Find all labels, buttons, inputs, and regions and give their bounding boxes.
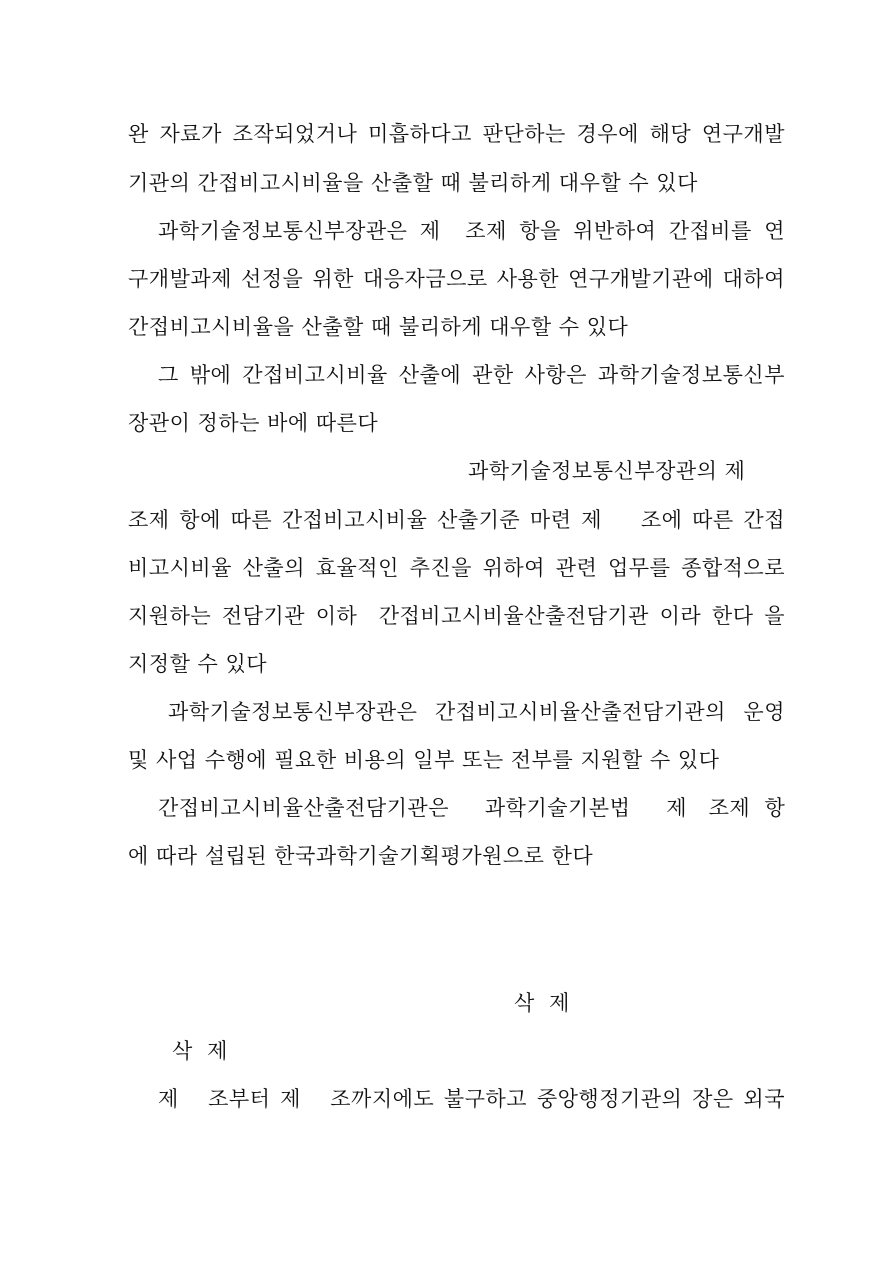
text-line: 지정할 수 있다 — [128, 652, 268, 676]
deleted-heading: 삭 제 — [514, 991, 570, 1015]
text-line: 및 사업 수행에 필요한 비용의 일부 또는 전부를 지원할 수 있다 — [128, 748, 720, 772]
text-line: 과학기술정보통신부장관은 간접비고시비율산출전담기관의 운영 — [168, 700, 785, 724]
text-line: 장관이 정하는 바에 따른다 — [128, 411, 379, 435]
text-line: 조제 항에 따른 간접비고시비율 산출기준 마련 제 조에 따른 간접 — [128, 508, 785, 532]
text-line: 그 밖에 간접비고시비율 산출에 관한 사항은 과학기술정보통신부 — [158, 363, 785, 387]
text-line: 제 조부터 제 조까지에도 불구하고 중앙행정기관의 장은 외국 — [158, 1087, 785, 1111]
text-line: 간접비고시비율산출전담기관은 과학기술기본법 제 조제 항 — [158, 796, 786, 820]
text-line: 간접비고시비율을 산출할 때 불리하게 대우할 수 있다 — [128, 315, 629, 339]
text-line: 완 자료가 조작되었거나 미흡하다고 판단하는 경우에 해당 연구개발 — [128, 122, 785, 146]
text-line: 과학기술정보통신부장관의 제 — [468, 459, 746, 483]
text-line: 과학기술정보통신부장관은 제 조제 항을 위반하여 간접비를 연 — [158, 219, 785, 243]
text-line: 구개발과제 선정을 위한 대응자금으로 사용한 연구개발기관에 대하여 — [128, 267, 785, 291]
text-line: 기관의 간접비고시비율을 산출할 때 불리하게 대우할 수 있다 — [128, 171, 698, 195]
text-line: 비고시비율 산출의 효율적인 추진을 위하여 관련 업무를 종합적으로 — [128, 556, 785, 580]
text-line: 에 따라 설립된 한국과학기술기획평가원으로 한다 — [128, 844, 594, 868]
deleted-item: 삭 제 — [172, 1039, 228, 1063]
text-line: 지원하는 전담기관 이하 간접비고시비율산출전담기관 이라 한다 을 — [128, 604, 785, 628]
